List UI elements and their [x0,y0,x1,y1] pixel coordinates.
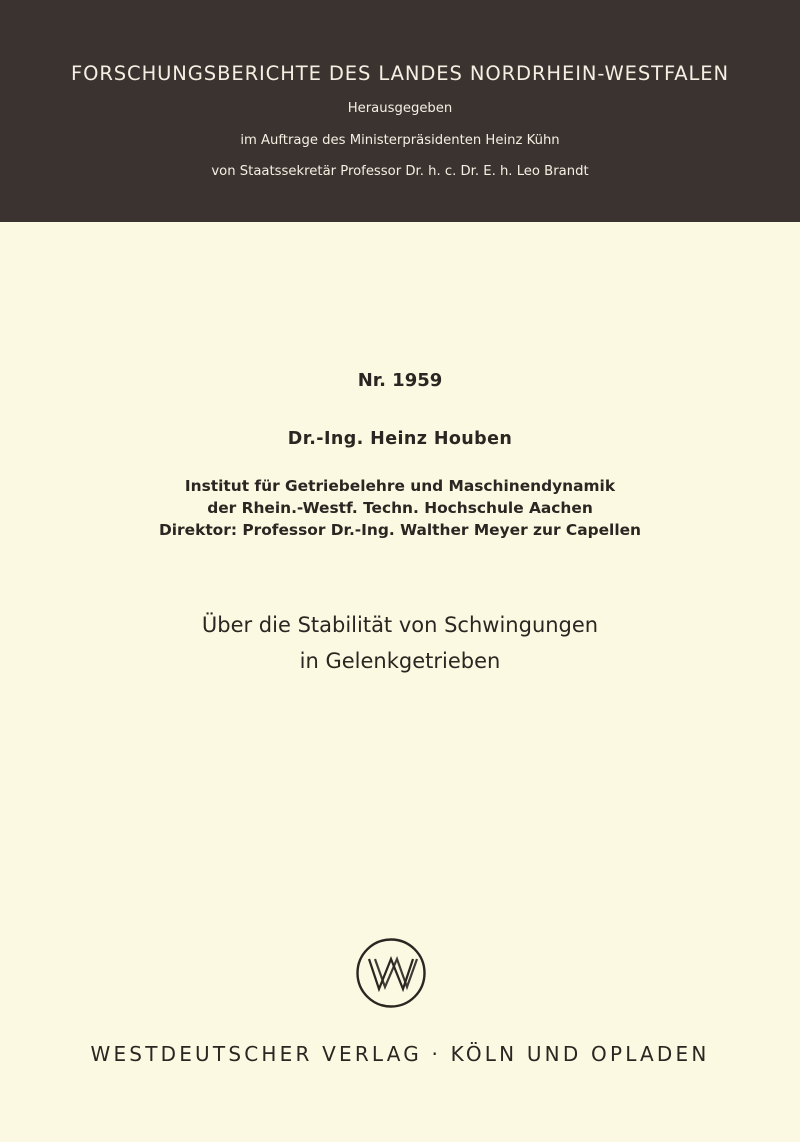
report-number: Nr. 1959 [357,370,443,391]
series-title: FORSCHUNGSBERICHTE DES LANDES NORDRHEIN-WESTFALEN [70,62,730,85]
publisher-imprint: WESTDEUTSCHER VERLAG · KÖLN UND OPLADEN [90,1042,710,1066]
book-title-line-1: Über die Stabilität von Schwingungen [201,613,599,637]
series-header-band [0,0,800,222]
editor-line-2: im Auftrage des Ministerpräsidenten Heinz Kühn [240,133,560,148]
institution-line-2: der Rhein.-Westf. Techn. Hochschule Aachen [207,499,593,517]
author-name: Dr.-Ing. Heinz Houben [287,429,513,449]
editor-line-3: von Staatssekretär Professor Dr. h. c. Dr. E. h. Leo Brandt [211,164,589,179]
publisher-logo-icon [355,937,427,1009]
editor-line-1: Herausgegeben [347,101,453,116]
book-title-line-2: in Gelenkgetrieben [299,649,501,673]
institution-line-1: Institut für Getriebelehre und Maschinendynamik [184,477,616,495]
institution-line-3: Direktor: Professor Dr.-Ing. Walther Meyer zur Capellen [159,521,641,539]
